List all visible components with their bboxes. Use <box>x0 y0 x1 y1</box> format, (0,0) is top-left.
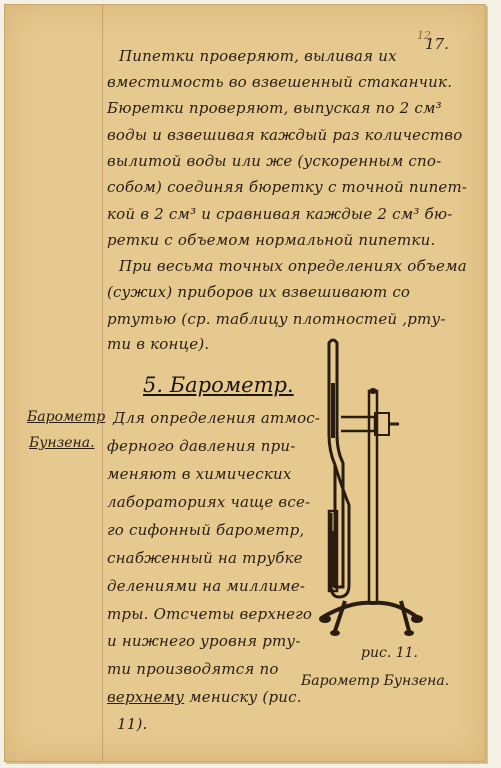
section-line: лабораториях чаще все- <box>107 493 311 511</box>
section-heading: 5. Барометр. <box>143 373 294 397</box>
section-line: меняют в химических <box>107 465 292 483</box>
section-line: Для определения атмос- <box>113 409 321 427</box>
barometer-illustration <box>305 335 435 665</box>
section-line: тры. Отсчеты верхнего <box>107 605 313 623</box>
paragraph-line: вместимость во взвешенный стаканчик. <box>107 73 453 91</box>
page-number: 17. <box>425 35 449 53</box>
paragraph-line: воды и взвешивая каждый раз количество <box>107 126 463 144</box>
margin-line <box>102 5 103 761</box>
paragraph-line: кой в 2 см³ и сравнивая каждые 2 см³ бю- <box>107 205 453 223</box>
section-line: снабженный на трубке <box>107 549 303 567</box>
paragraph-line: ти в конце). <box>107 335 210 353</box>
section-line-rest: мениску (рис. <box>184 688 302 706</box>
paragraph-line: (сужих) приборов их взвешивают со <box>107 283 411 301</box>
page-number-ghost: 12 <box>417 29 431 42</box>
section-line: ферного давления при- <box>107 437 296 455</box>
section-line: ти производятся по <box>107 660 279 678</box>
manuscript-page <box>4 4 486 762</box>
margin-note-line: Бунзена. <box>29 435 95 451</box>
section-line <box>107 688 302 706</box>
paragraph-line: При весьма точных определениях объема <box>119 257 467 275</box>
paragraph-line: ретки с объемом нормальной пипетки. <box>107 231 436 249</box>
paragraph-line: вылитой воды или же (ускоренным спо- <box>107 152 442 170</box>
paragraph-line: собом) соединяя бюретку с точной пипет- <box>107 178 468 196</box>
paragraph-line: Пипетки проверяют, выливая их <box>119 47 397 65</box>
section-line: и нижнего уровня рту- <box>107 632 301 650</box>
figure-label: рис. 11. <box>361 645 418 661</box>
paragraph-line: Бюретки проверяют, выпуская по 2 см³ <box>107 99 442 117</box>
section-line: 11). <box>117 715 148 733</box>
underlined-word: верхнему <box>107 688 185 706</box>
paragraph-line: ртутью (ср. таблицу плотностей ,рту- <box>107 310 446 328</box>
section-line: делениями на миллиме- <box>107 577 306 595</box>
margin-note-line: Барометр <box>27 409 106 425</box>
figure-caption: Барометр Бунзена. <box>301 673 450 689</box>
section-line: го сифонный барометр, <box>107 521 305 539</box>
